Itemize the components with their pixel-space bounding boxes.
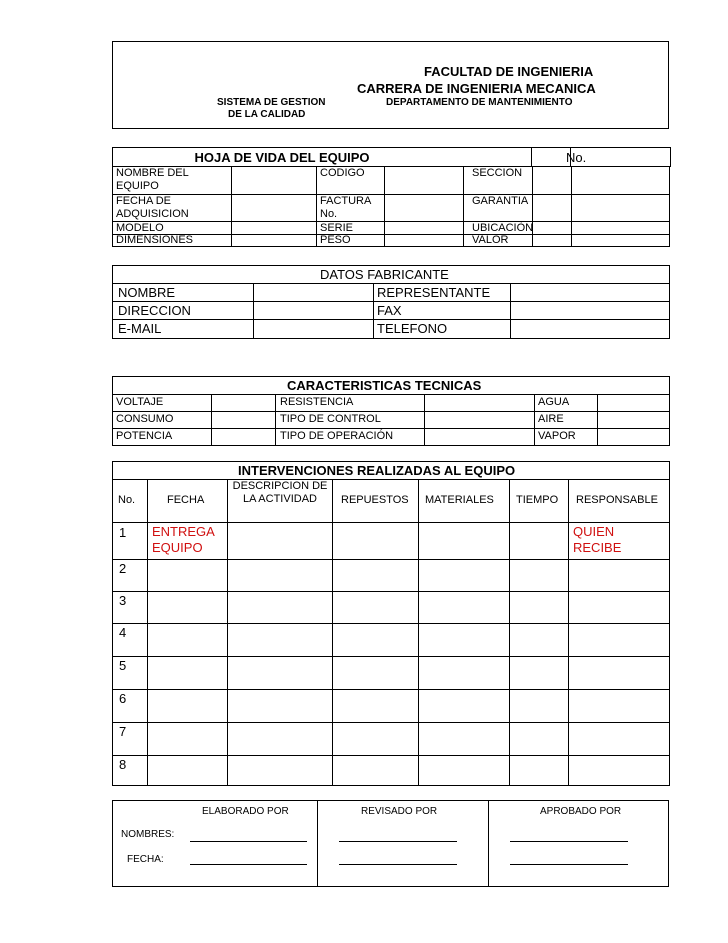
col-header-tiempo: TIEMPO <box>516 494 559 506</box>
system-label-1: SISTEMA DE GESTION <box>217 97 326 108</box>
row-1-fecha: ENTREGA EQUIPO <box>152 524 215 555</box>
col-header-fecha: FECHA <box>167 494 205 506</box>
aprobado-fecha-line[interactable] <box>510 864 628 865</box>
label-codigo: CODIGO <box>320 167 365 179</box>
label-tipo-control: TIPO DE CONTROL <box>280 413 381 425</box>
label-nombre: NOMBRE <box>118 285 176 300</box>
row-1-number: 1 <box>119 525 127 540</box>
interventions-section <box>112 461 670 786</box>
fecha-label: FECHA: <box>127 854 164 865</box>
aprobado-nombre-line[interactable] <box>510 841 628 842</box>
elaborado-label: ELABORADO POR <box>202 806 289 817</box>
elaborado-fecha-line[interactable] <box>190 864 307 865</box>
label-potencia: POTENCIA <box>116 430 173 442</box>
label-fax: FAX <box>377 303 402 318</box>
elaborado-nombre-line[interactable] <box>190 841 307 842</box>
label-valor: VALOR <box>472 234 509 246</box>
label-garantia: GARANTIA <box>472 195 529 207</box>
revisado-label: REVISADO POR <box>361 806 438 817</box>
manufacturer-section <box>112 265 670 339</box>
row-1-responsable: QUIEN RECIBE <box>573 524 622 555</box>
label-representante: REPRESENTANTE <box>377 285 491 300</box>
equipment-grid <box>112 166 670 247</box>
department-label: DEPARTAMENTO DE MANTENIMIENTO <box>386 97 573 108</box>
label-fecha-adquisicion: FECHA DE ADQUISICION <box>116 195 189 220</box>
interventions-title: INTERVENCIONES REALIZADAS AL EQUIPO <box>238 463 516 478</box>
equipment-no-cell <box>532 148 671 167</box>
col-header-materiales: MATERIALES <box>425 494 494 506</box>
signatures-section <box>112 800 669 887</box>
career-title: CARRERA DE INGENIERIA MECANICA <box>357 81 596 96</box>
label-dimensiones: DIMENSIONES <box>116 234 194 246</box>
technical-title: CARACTERISTICAS TECNICAS <box>287 378 482 393</box>
label-factura: FACTURA No. <box>320 195 371 220</box>
row-number: 6 <box>119 691 127 706</box>
label-vapor: VAPOR <box>538 430 576 442</box>
col-header-responsable: RESPONSABLE <box>576 494 658 506</box>
label-seccion: SECCION <box>472 167 523 179</box>
label-ubicacion: UBICACIÒN <box>472 222 534 234</box>
aprobado-label: APROBADO POR <box>540 806 622 817</box>
equipment-table <box>112 147 671 167</box>
row-number: 7 <box>119 724 127 739</box>
label-modelo: MODELO <box>116 222 164 234</box>
label-consumo: CONSUMO <box>116 413 174 425</box>
revisado-fecha-line[interactable] <box>339 864 457 865</box>
faculty-title: FACULTAD DE INGENIERIA <box>424 64 594 79</box>
row-number: 8 <box>119 757 127 772</box>
label-peso: PESO <box>320 234 351 246</box>
row-number: 2 <box>119 561 127 576</box>
col-header-no: No. <box>118 494 136 506</box>
label-tipo-operacion: TIPO DE OPERACIÓN <box>280 430 394 442</box>
label-telefono: TELEFONO <box>377 321 448 336</box>
label-email: E-MAIL <box>118 321 162 336</box>
label-resistencia: RESISTENCIA <box>280 396 354 408</box>
equipment-title-cell <box>113 148 384 167</box>
label-direccion: DIRECCION <box>118 303 191 318</box>
system-label-2: DE LA CALIDAD <box>228 109 306 120</box>
row-number: 5 <box>119 658 127 673</box>
revisado-nombre-line[interactable] <box>339 841 457 842</box>
col-header-repuestos: REPUESTOS <box>341 494 409 506</box>
label-serie: SERIE <box>320 222 354 234</box>
technical-section <box>112 376 670 446</box>
nombres-label: NOMBRES: <box>121 829 175 840</box>
row-number: 4 <box>119 625 127 640</box>
col-header-descripcion: DESCRIPCION DE LA ACTIVIDAD <box>232 480 328 505</box>
label-voltaje: VOLTAJE <box>116 396 164 408</box>
label-aire: AIRE <box>538 413 564 425</box>
row-number: 3 <box>119 593 127 608</box>
manufacturer-title: DATOS FABRICANTE <box>320 267 449 282</box>
equipment-title: HOJA DE VIDA DEL EQUIPO <box>194 149 370 165</box>
label-agua: AGUA <box>538 396 570 408</box>
label-nombre-equipo: NOMBRE DEL EQUIPO <box>116 167 189 192</box>
equipment-no-label: No. <box>566 150 587 165</box>
